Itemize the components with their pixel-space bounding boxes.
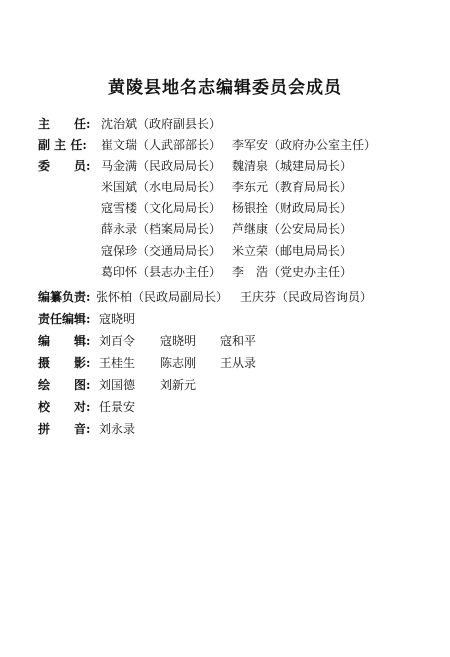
role-label: 摄 影: — [38, 356, 91, 370]
member-row — [0, 199, 450, 217]
role-label: 委 员: — [38, 159, 91, 173]
member-entry: 李军安（政府办公室主任） — [232, 138, 377, 152]
staff-name: 任景安 — [99, 400, 136, 414]
staff-row-drawing — [0, 376, 450, 394]
staff-name: 刘新元 — [160, 378, 197, 392]
member-row — [0, 220, 450, 238]
staff-row-photography — [0, 354, 450, 372]
member-entry: 葛印怀（县志办主任） — [101, 265, 222, 279]
role-label: 责任编辑: — [38, 312, 91, 326]
role-label: 编纂负责: — [38, 290, 91, 304]
member-row — [0, 242, 450, 260]
role-label: 校 对: — [38, 400, 91, 414]
role-label: 绘 图: — [38, 378, 91, 392]
staff-name: 刘永录 — [99, 422, 136, 436]
role-label: 编 辑: — [38, 334, 91, 348]
member-entry: 薛永录（档案局局长） — [101, 222, 222, 236]
member-entry: 李 浩（党史办主任） — [232, 265, 353, 279]
role-label: 拼 音: — [38, 422, 91, 436]
member-row — [0, 178, 450, 196]
member-entry: 米立荣（邮电局局长） — [232, 244, 353, 258]
staff-row-responsible-editor — [0, 310, 450, 328]
staff-row-proofreading — [0, 398, 450, 416]
staff-row-pinyin — [0, 420, 450, 438]
member-entry: 李东元（教育局局长） — [232, 180, 353, 194]
page-title: 黄陵县地名志编辑委员会成员 — [108, 78, 342, 98]
member-entry: 张怀柏（民政局副局长） — [96, 290, 229, 304]
member-entry: 寇保珍（交通局局长） — [101, 244, 222, 258]
staff-name: 寇晓明 — [99, 312, 136, 326]
member-entry: 马金满（民政局局长） — [101, 159, 222, 173]
staff-name: 王从录 — [220, 356, 257, 370]
member-entry: 寇雪楼（文化局局长） — [101, 201, 222, 215]
member-entry: 芦继康（公安局局长） — [232, 222, 353, 236]
staff-name: 刘国德 — [99, 378, 136, 392]
staff-name: 寇晓明 — [160, 334, 197, 348]
member-entry: 杨银拴（财政局局长） — [232, 201, 353, 215]
member-entry: 王庆芬（民政局咨询员） — [240, 290, 373, 304]
member-row-vice-chair — [0, 136, 450, 154]
member-entry: 魏清泉（城建局局长） — [232, 159, 353, 173]
member-row-chair — [0, 115, 450, 133]
staff-name: 陈志刚 — [160, 356, 197, 370]
member-row — [0, 263, 450, 281]
member-row-compilation-lead — [0, 288, 450, 306]
staff-name: 寇和平 — [220, 334, 257, 348]
member-entry: 米国斌（水电局局长） — [101, 180, 222, 194]
member-row-members — [0, 157, 450, 175]
staff-row-editors — [0, 332, 450, 350]
member-entry: 崔文瑞（人武部部长） — [101, 138, 222, 152]
staff-name: 刘百令 — [99, 334, 136, 348]
role-label: 主 任: — [38, 117, 91, 131]
role-label: 副 主 任: — [38, 138, 87, 152]
staff-name: 王桂生 — [99, 356, 136, 370]
member-entry: 沈治斌（政府副县长） — [101, 117, 222, 131]
